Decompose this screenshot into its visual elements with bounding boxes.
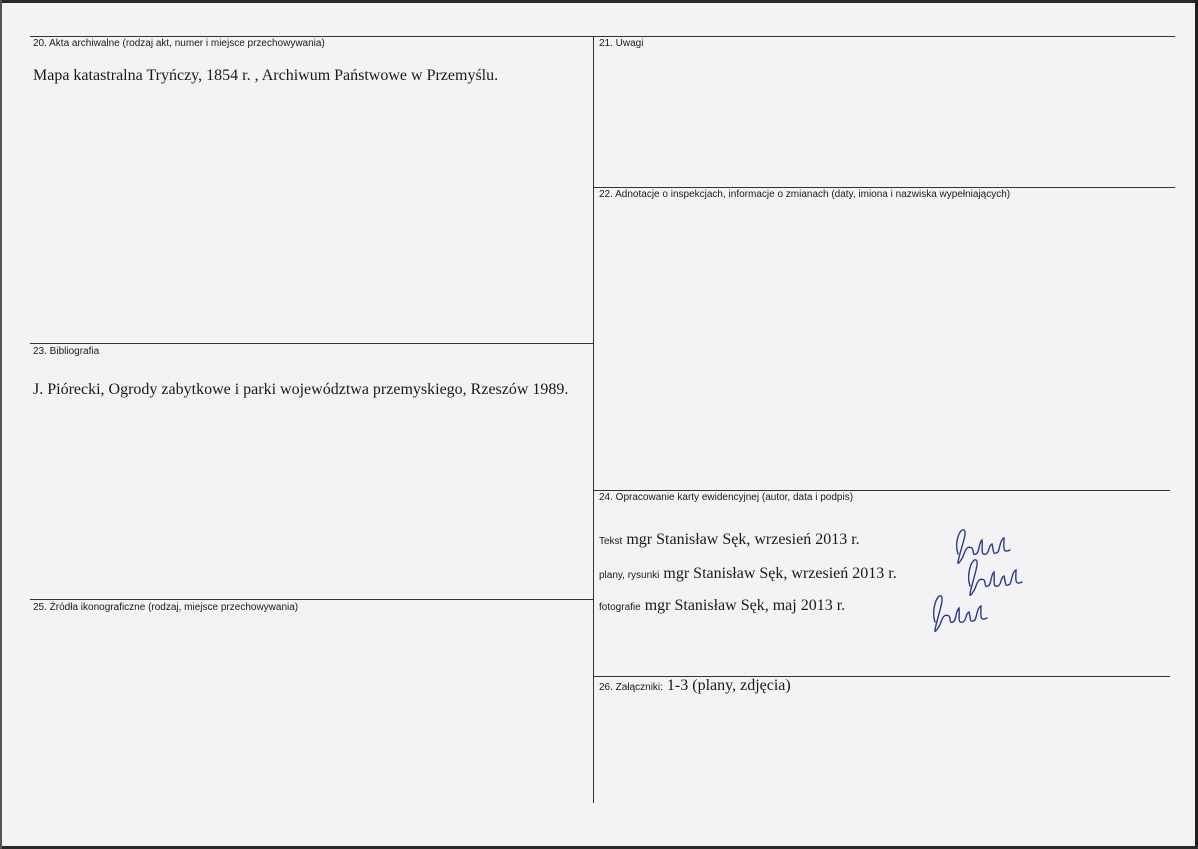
section-23-content: J. Piórecki, Ogrody zabytkowe i parki województwa przemyskiego, Rzeszów 1989.: [33, 381, 569, 398]
section-21-rule: [593, 36, 1175, 37]
row-prefix-plany: plany, rysunki: [599, 570, 660, 581]
column-divider: [593, 36, 594, 803]
scan-edge-top: [0, 0, 1198, 3]
section-26-content: 1-3 (plany, zdjęcia): [666, 677, 791, 694]
row-value-fotografie: mgr Stanisław Sęk, maj 2013 r.: [644, 597, 846, 614]
row-prefix-fotografie: fotografie: [599, 602, 641, 613]
section-24-label: 24. Opracowanie karty ewidencyjnej (autor, data i podpis): [599, 492, 854, 503]
section-25-rule: [30, 599, 593, 600]
section-26-label: 26. Załączniki:: [599, 682, 663, 693]
section-22-rule: [593, 187, 1175, 188]
section-24-row-plany: [599, 564, 897, 586]
row-value-plany: mgr Stanisław Sęk, wrzesień 2013 r.: [663, 565, 897, 582]
section-20-label: 20. Akta archiwalne (rodzaj akt, numer i miejsce przechowywania): [33, 38, 325, 49]
section-25-label: 25. Źródła ikonograficzne (rodzaj, miejsce przechowywania): [33, 602, 299, 613]
section-20-content: Mapa katastralna Tryńczy, 1854 r. , Archiwum Państwowe w Przemyślu.: [33, 67, 499, 84]
section-24-row-text: [599, 530, 860, 552]
section-20-rule: [30, 36, 593, 37]
scan-edge-left: [0, 0, 2, 849]
section-21-label: 21. Uwagi: [599, 38, 644, 49]
section-24-row-fotografie: [599, 596, 845, 618]
section-24-rule: [593, 490, 1170, 491]
section-26-row: [599, 676, 791, 698]
signature-3: [925, 586, 995, 636]
section-22-label: 22. Adnotacje o inspekcjach, informacje o zmianach (daty, imiona i nazwiska wypełniających): [599, 189, 1011, 200]
row-prefix-tekst: Tekst: [599, 536, 623, 547]
section-23-rule: [30, 343, 593, 344]
row-value-tekst: mgr Stanisław Sęk, wrzesień 2013 r.: [626, 531, 860, 548]
section-23-label: 23. Bibliografia: [33, 346, 100, 357]
